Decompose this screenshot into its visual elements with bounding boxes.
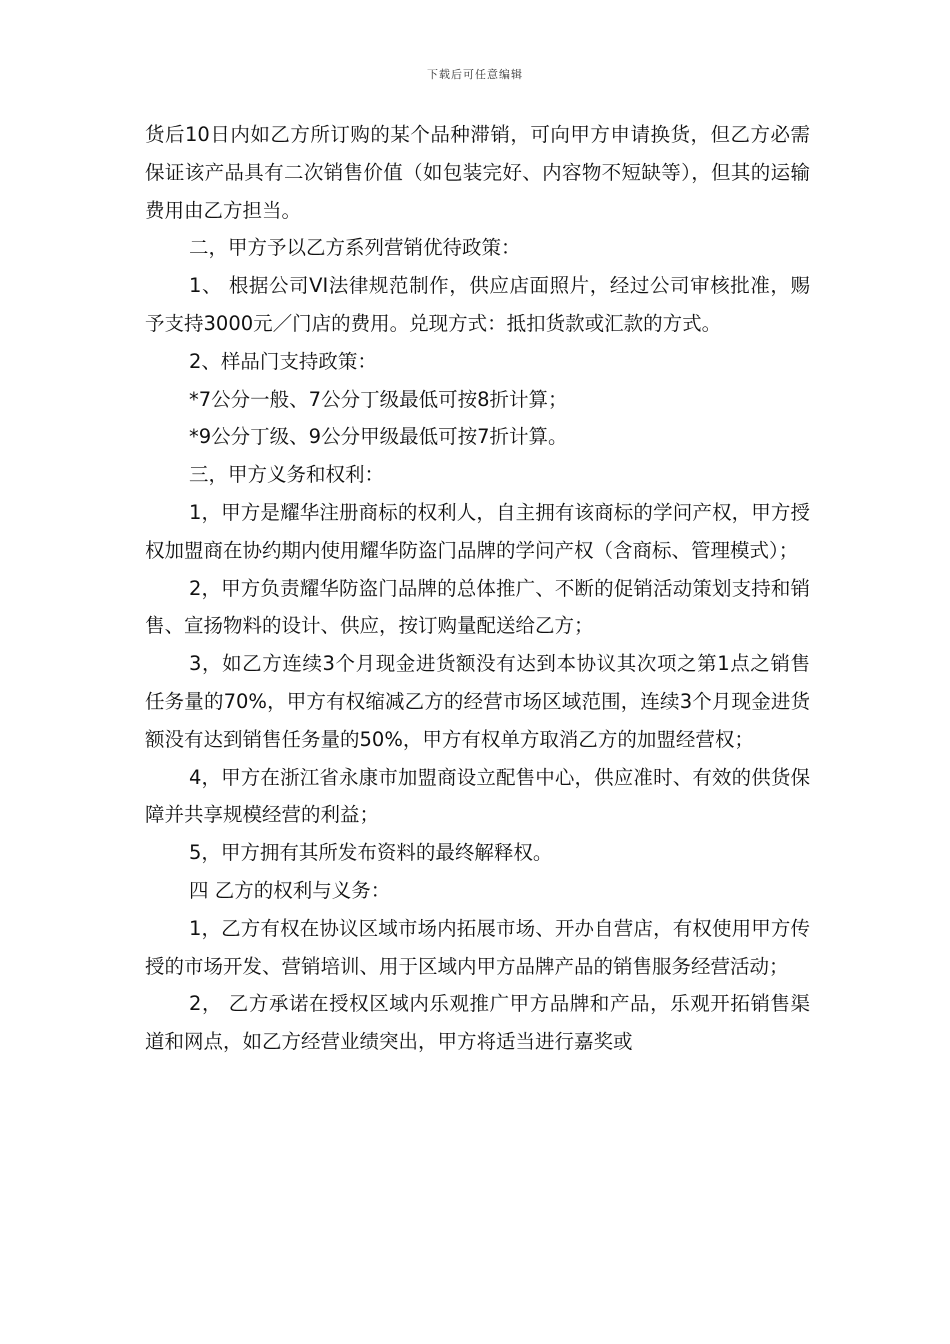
paragraph: *9公分丁级、9公分甲级最低可按7折计算。 [189,425,568,449]
paragraph: 3，如乙方连续3个月现金进货额没有达到本协议其次项之第1点之销售任务量的70%，甲方有权缩减乙方的经营市场区域范围，连续3个月现金进货额没有达到销售任务量的50%，甲方有权单方取消乙方的加盟经营权； [145,652,810,751]
page-header: 下载后可任意编辑 [427,68,523,81]
paragraph: 4，甲方在浙江省永康市加盟商设立配售中心，供应准时、有效的供货保障并共享规模经营的利益； [145,765,810,827]
paragraph: *7公分一般、7公分丁级最低可按8折计算； [189,387,568,411]
paragraph: 5，甲方拥有其所发布资料的最终解释权。 [189,841,553,865]
section-heading: 三，甲方义务和权利： [189,463,385,487]
section-heading: 二，甲方予以乙方系列营销优待政策： [189,236,521,260]
paragraph: 1，乙方有权在协议区域市场内拓展市场、开办自营店，有权使用甲方传授的市场开发、营销培训、用于区域内甲方品牌产品的销售服务经营活动； [145,916,810,978]
paragraph: 2， 乙方承诺在授权区域内乐观推广甲方品牌和产品，乐观开拓销售渠道和网点，如乙方经营业绩突出，甲方将适当进行嘉奖或 [145,992,810,1054]
paragraph: 2、样品门支持政策： [189,349,377,373]
paragraph: 货后10日内如乙方所订购的某个品种滞销，可向甲方申请换货，但乙方必需保证该产品具有二次销售价值（如包装完好、内容物不短缺等），但其的运输费用由乙方担当。 [145,123,810,222]
document-body [145,116,810,1061]
paragraph: 1，甲方是耀华注册商标的权利人，自主拥有该商标的学问产权，甲方授权加盟商在协约期内使用耀华防盗门品牌的学问产权（含商标、管理模式）； [145,500,810,562]
paragraph: 1、 根据公司VI法律规范制作，供应店面照片，经过公司审核批准，赐予支持3000元／门店的费用。兑现方式：抵扣货款或汇款的方式。 [145,274,810,335]
paragraph: 2，甲方负责耀华防盗门品牌的总体推广、不断的促销活动策划支持和销售、宣扬物料的设计、供应，按订购量配送给乙方； [145,576,810,638]
section-heading: 四 乙方的权利与义务： [189,878,391,902]
